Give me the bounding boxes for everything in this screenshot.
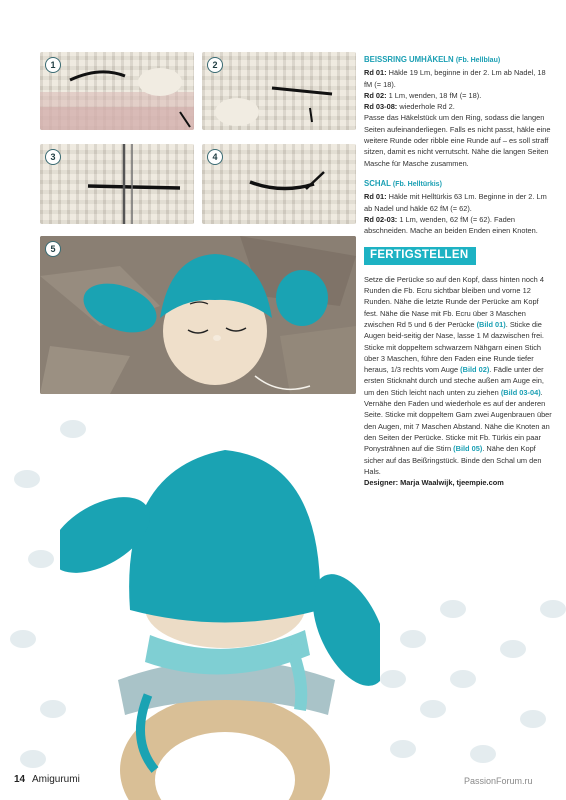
watermark-text: PassionForum.ru [464, 776, 533, 786]
photo-2-badge: 2 [207, 57, 223, 73]
ref-bild-03-04: (Bild 03-04) [500, 387, 541, 397]
step-photo-1 [40, 52, 194, 130]
step-photo-4 [202, 144, 356, 224]
schal-rd01: Rd 01: Häkle mit Helltürkis 63 Lm. Beginne in der 2. Lm ab Nadel und häkle 62 fM (= 62). [364, 192, 547, 213]
schal-subtitle: (Fb. Helltürkis) [392, 180, 442, 188]
finished-toy-photo [60, 440, 380, 800]
beissring-body: Passe das Häkelstück um den Ring, sodass die langen Seiten aufeinanderliegen. Falls es nicht passt, häkle eine weitere Runde oder ribble eine Runde auf – es soll straff sitzen, damit es nicht verrutscht. Nähe die langen Seiten Masche für Masche zusammen. [364, 113, 551, 168]
photo-4-badge: 4 [207, 149, 223, 165]
step-photo-3 [40, 144, 194, 224]
schal-section [364, 178, 554, 236]
step-photo-5 [40, 236, 356, 394]
beissring-rd01: Rd 01: Häkle 19 Lm, beginne in der 2. Lm ab Nadel, 18 fM (= 18). [364, 68, 546, 89]
photo-4-illustration [202, 144, 356, 224]
instructions-column [364, 54, 554, 488]
fertigstellen-text: Setze die Perücke so auf den Kopf, dass hinten noch 4 Runden die Fb. Ecru sichtbar bleiben und vorne 12 Runden. Nähe die letzte Runde der Perücke am Kopf fest. Nähe die Nase mit Fb. Ecru über 3 Maschen zwischen Rd 5 und 6 der Perücke (Bild 01). Sticke die Augen beid-seitig der Nase, lasse 1 M dazwischen frei. Sticke mit doppeltem schwarzem Nähgarn einen Stich über 3 Maschen, führe den Faden eine Runde tiefer heraus, 1/3 rechts vom Auge (Bild 02). Fädle unter der ersten Sticknaht durch und steche außen am Auge ein, um den Stich leicht nach unten zu ziehen (Bild 03-04). Vernähe den Faden und wiederhole es auf der anderen Seite. Sticke mit doppeltem Garn zwei Augenbrauen über den Augen, mit 7 Maschen Abstand. Nähe die Knoten an den Seiten der Perücke. Sticke mit Fb. Türkis ein paar Ponysträhnen auf die Stirn (Bild 05). Nähe den Kopf sicher auf das Beißringstück. Binde den Schal um den Hals. [364, 274, 552, 476]
magazine-title: Amigurumi [32, 774, 80, 785]
photo-2-illustration [202, 52, 356, 130]
beissring-rd02: Rd 02: 1 Lm, wenden, 18 fM (= 18). [364, 90, 482, 100]
ref-bild-02: (Bild 02) [460, 365, 490, 375]
ref-bild-01: (Bild 01) [476, 319, 506, 329]
schal-heading [364, 178, 554, 190]
page-number: 14 [14, 774, 26, 785]
photo-1-illustration [40, 52, 194, 130]
schal-rd0203: Rd 02-03: 1 Lm, wenden, 62 fM (= 62). Faden abschneiden. Mache an beiden Enden einen Knoten. [364, 214, 538, 236]
photo-5-badge: 5 [45, 241, 61, 257]
photo-3-badge: 3 [45, 149, 61, 165]
ref-bild-05: (Bild 05) [453, 444, 483, 454]
beissring-subtitle: (Fb. Hellblau) [455, 57, 501, 64]
toy-illustration [60, 440, 380, 800]
beissring-rd0308: Rd 03-08: wiederhole Rd 2. [364, 102, 455, 112]
schal-title: SCHAL [364, 178, 391, 188]
photo-3-illustration [40, 144, 194, 224]
beissring-section [364, 54, 554, 169]
beissring-title: BEISSRING UMHÄKELN [364, 55, 454, 64]
photo-5-illustration [40, 236, 356, 394]
step-photo-2 [202, 52, 356, 130]
photo-1-badge: 1 [45, 57, 61, 73]
designer-credit: Designer: Marja Waalwijk, tjeempie.com [364, 478, 504, 488]
beissring-heading [364, 54, 554, 66]
fertigstellen-banner: FERTIGSTELLEN [364, 247, 476, 264]
